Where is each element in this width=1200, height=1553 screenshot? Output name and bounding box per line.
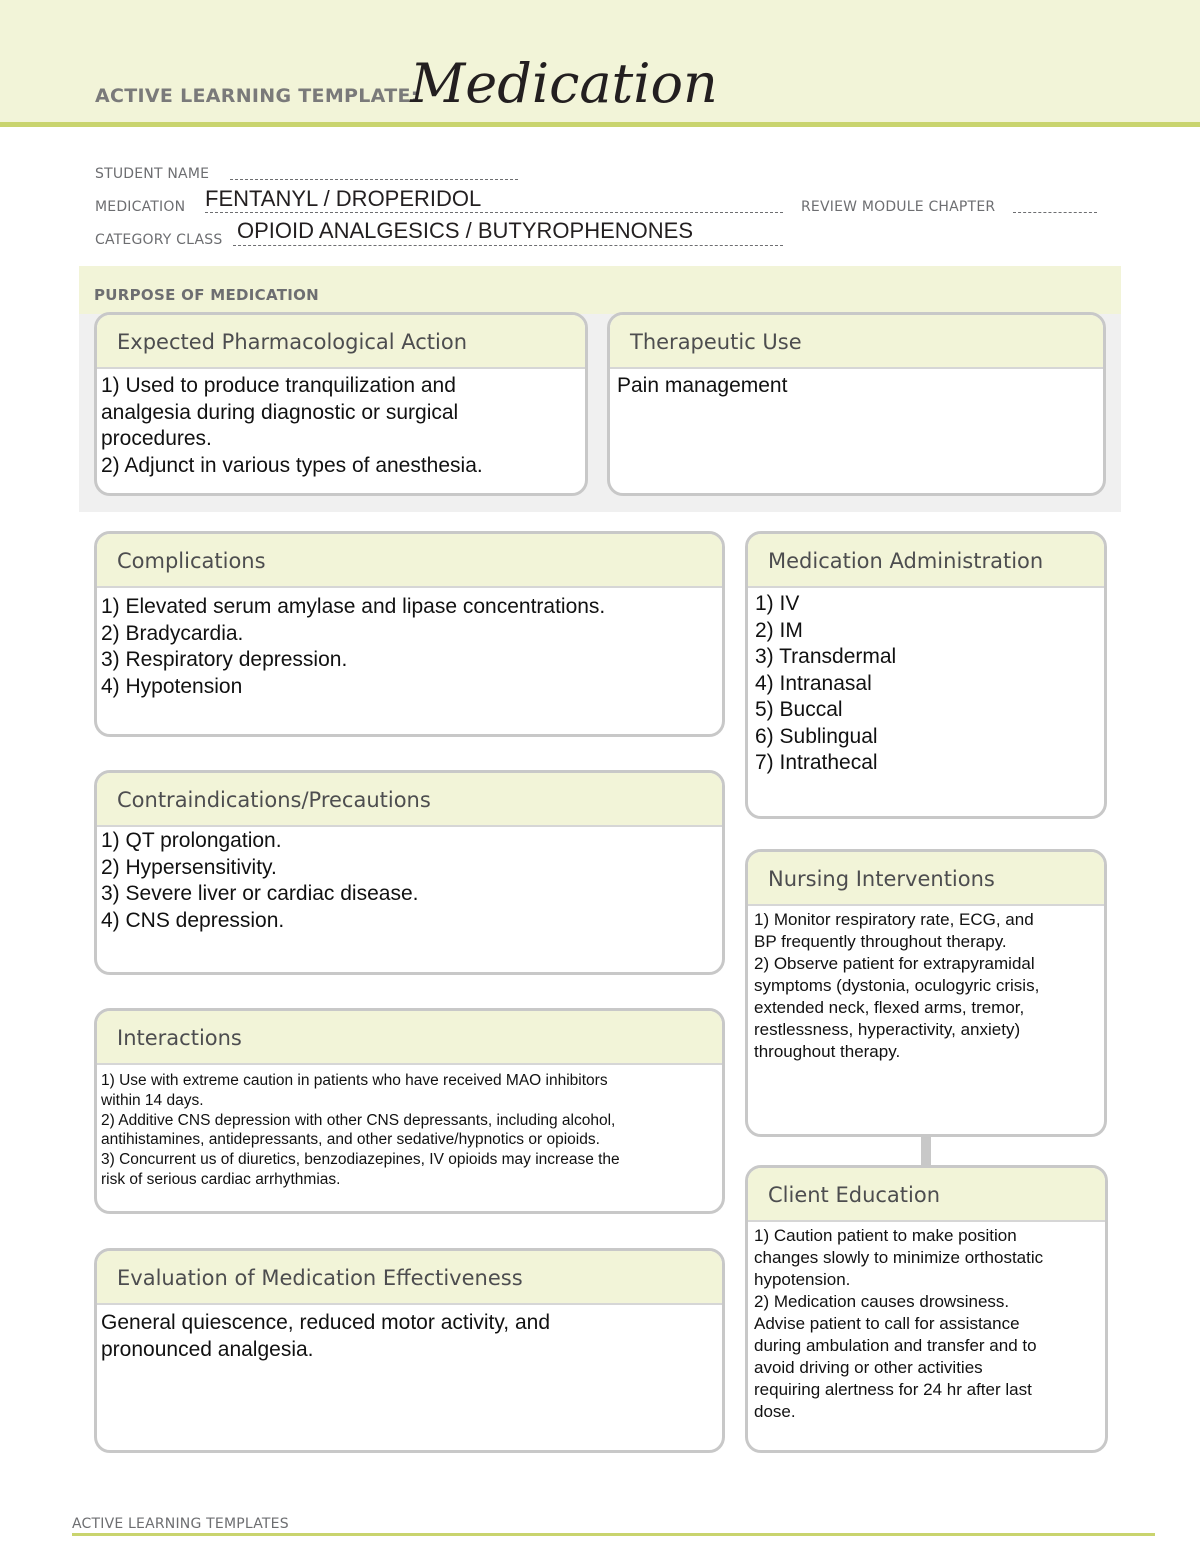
administration-line: 4) Intranasal — [755, 671, 872, 695]
client-education-title: Client Education — [768, 1183, 941, 1207]
expected-action-line: 1) Used to produce tranquilization and — [101, 374, 456, 397]
expected-action-body[interactable] — [97, 369, 585, 479]
nursing-interventions-line: 1) Monitor respiratory rate, ECG, and — [754, 910, 1034, 929]
client-education-line: 1) Caution patient to make position — [754, 1226, 1017, 1245]
administration-header — [748, 534, 1104, 588]
evaluation-title: Evaluation of Medication Effectiveness — [117, 1266, 523, 1290]
nursing-interventions-line: extended neck, flexed arms, tremor, — [754, 998, 1025, 1017]
therapeutic-use-card — [607, 312, 1106, 496]
contraindications-body[interactable] — [97, 827, 722, 934]
interactions-line: within 14 days. — [101, 1091, 204, 1109]
interactions-card — [94, 1008, 725, 1214]
student-name-label: STUDENT NAME — [95, 166, 210, 182]
expected-action-line: 2) Adjunct in various types of anesthesia. — [101, 453, 483, 477]
interactions-line: 3) Concurrent us of diuretics, benzodiazepines, IV opioids may increase the — [101, 1151, 620, 1169]
client-education-line: avoid driving or other activities — [754, 1358, 983, 1377]
medication-line — [205, 212, 783, 213]
nursing-interventions-title: Nursing Interventions — [768, 867, 995, 891]
expected-action-title: Expected Pharmacological Action — [117, 330, 468, 354]
client-education-header — [748, 1168, 1105, 1222]
evaluation-body[interactable] — [97, 1305, 722, 1363]
administration-body[interactable] — [748, 588, 1104, 777]
therapeutic-use-line: Pain management — [617, 374, 788, 397]
contraindications-header — [97, 773, 722, 827]
complications-body[interactable] — [97, 588, 722, 700]
category-class-label: CATEGORY CLASS — [95, 232, 223, 248]
interactions-line: 1) Use with extreme caution in patients who have received MAO inhibitors — [101, 1072, 608, 1089]
administration-line: 3) Transdermal — [755, 645, 897, 668]
complications-line: 4) Hypotension — [101, 674, 243, 698]
expected-action-header — [97, 315, 585, 369]
purpose-label: PURPOSE OF MEDICATION — [94, 286, 320, 304]
contraindications-line: 3) Severe liver or cardiac disease. — [101, 882, 419, 905]
nursing-interventions-line: symptoms (dystonia, oculogyric crisis, — [754, 976, 1040, 995]
expected-action-line: procedures. — [101, 427, 212, 450]
nursing-interventions-line: BP frequently throughout therapy. — [754, 932, 1007, 951]
therapeutic-use-title: Therapeutic Use — [630, 330, 802, 354]
student-name-line — [230, 179, 518, 180]
therapeutic-use-body[interactable] — [610, 369, 1103, 400]
complications-header — [97, 534, 722, 588]
category-class-line — [233, 245, 783, 246]
evaluation-card — [94, 1248, 725, 1453]
expected-action-card — [94, 312, 588, 496]
evaluation-header — [97, 1251, 722, 1305]
nursing-interventions-line: 2) Observe patient for extrapyramidal — [754, 954, 1035, 973]
interactions-line: risk of serious cardiac arrhythmias. — [101, 1170, 341, 1188]
client-education-line: requiring alertness for 24 hr after last — [754, 1380, 1032, 1399]
administration-line: 2) IM — [755, 618, 803, 642]
client-education-card — [745, 1165, 1108, 1453]
interactions-body[interactable] — [97, 1065, 722, 1190]
expected-action-line: analgesia during diagnostic or surgical — [101, 400, 459, 424]
contraindications-line: 4) CNS depression. — [101, 908, 285, 932]
client-education-body[interactable] — [748, 1222, 1105, 1423]
nursing-interventions-header — [748, 852, 1104, 906]
client-education-line: 2) Medication causes drowsiness. — [754, 1292, 1010, 1311]
administration-card — [745, 531, 1107, 819]
interactions-title: Interactions — [117, 1026, 242, 1050]
client-education-line: Advise patient to call for assistance — [754, 1314, 1020, 1333]
contraindications-title: Contraindications/Precautions — [117, 788, 431, 812]
interactions-line: antihistamines, antidepressants, and other sedative/hypnotics or opioids. — [101, 1131, 600, 1149]
client-education-line: hypotension. — [754, 1270, 851, 1289]
client-education-line: changes slowly to minimize orthostatic — [754, 1248, 1044, 1267]
header-rule — [0, 122, 1200, 127]
nursing-interventions-card — [745, 849, 1107, 1137]
page-title: Medication — [410, 52, 718, 115]
nursing-interventions-line: restlessness, hyperactivity, anxiety) — [754, 1020, 1021, 1039]
administration-line: 5) Buccal — [755, 698, 843, 721]
review-module-label: REVIEW MODULE CHAPTER — [801, 199, 996, 215]
review-module-line — [1013, 212, 1097, 213]
complications-line: 3) Respiratory depression. — [101, 648, 348, 671]
category-class-field[interactable]: OPIOID ANALGESICS / BUTYROPHENONES — [237, 218, 693, 243]
template-prefix: ACTIVE LEARNING TEMPLATE: — [95, 85, 419, 107]
complications-line: 1) Elevated serum amylase and lipase concentrations. — [101, 595, 606, 618]
footer-rule — [72, 1533, 1155, 1536]
therapeutic-use-header — [610, 315, 1103, 369]
connector-bar — [921, 1134, 931, 1166]
client-education-line: during ambulation and transfer and to — [754, 1336, 1037, 1355]
nursing-interventions-body[interactable] — [748, 906, 1104, 1063]
evaluation-line: General quiescence, reduced motor activity, and — [101, 1311, 551, 1334]
administration-line: 1) IV — [755, 592, 800, 615]
administration-title: Medication Administration — [768, 549, 1044, 573]
administration-line: 6) Sublingual — [755, 724, 878, 748]
medication-label: MEDICATION — [95, 199, 186, 215]
client-education-line: dose. — [754, 1402, 796, 1421]
administration-line: 7) Intrathecal — [755, 751, 878, 774]
complications-card — [94, 531, 725, 737]
interactions-line: 2) Additive CNS depression with other CNS depressants, including alcohol, — [101, 1111, 616, 1129]
contraindications-card — [94, 770, 725, 975]
medication-field[interactable]: FENTANYL / DROPERIDOL — [205, 186, 482, 211]
footer-label: ACTIVE LEARNING TEMPLATES — [72, 1516, 289, 1532]
complications-title: Complications — [117, 549, 266, 573]
contraindications-line: 2) Hypersensitivity. — [101, 855, 277, 879]
evaluation-line: pronounced analgesia. — [101, 1337, 314, 1361]
contraindications-line: 1) QT prolongation. — [101, 829, 282, 852]
interactions-header — [97, 1011, 722, 1065]
nursing-interventions-line: throughout therapy. — [754, 1042, 901, 1061]
complications-line: 2) Bradycardia. — [101, 621, 244, 645]
